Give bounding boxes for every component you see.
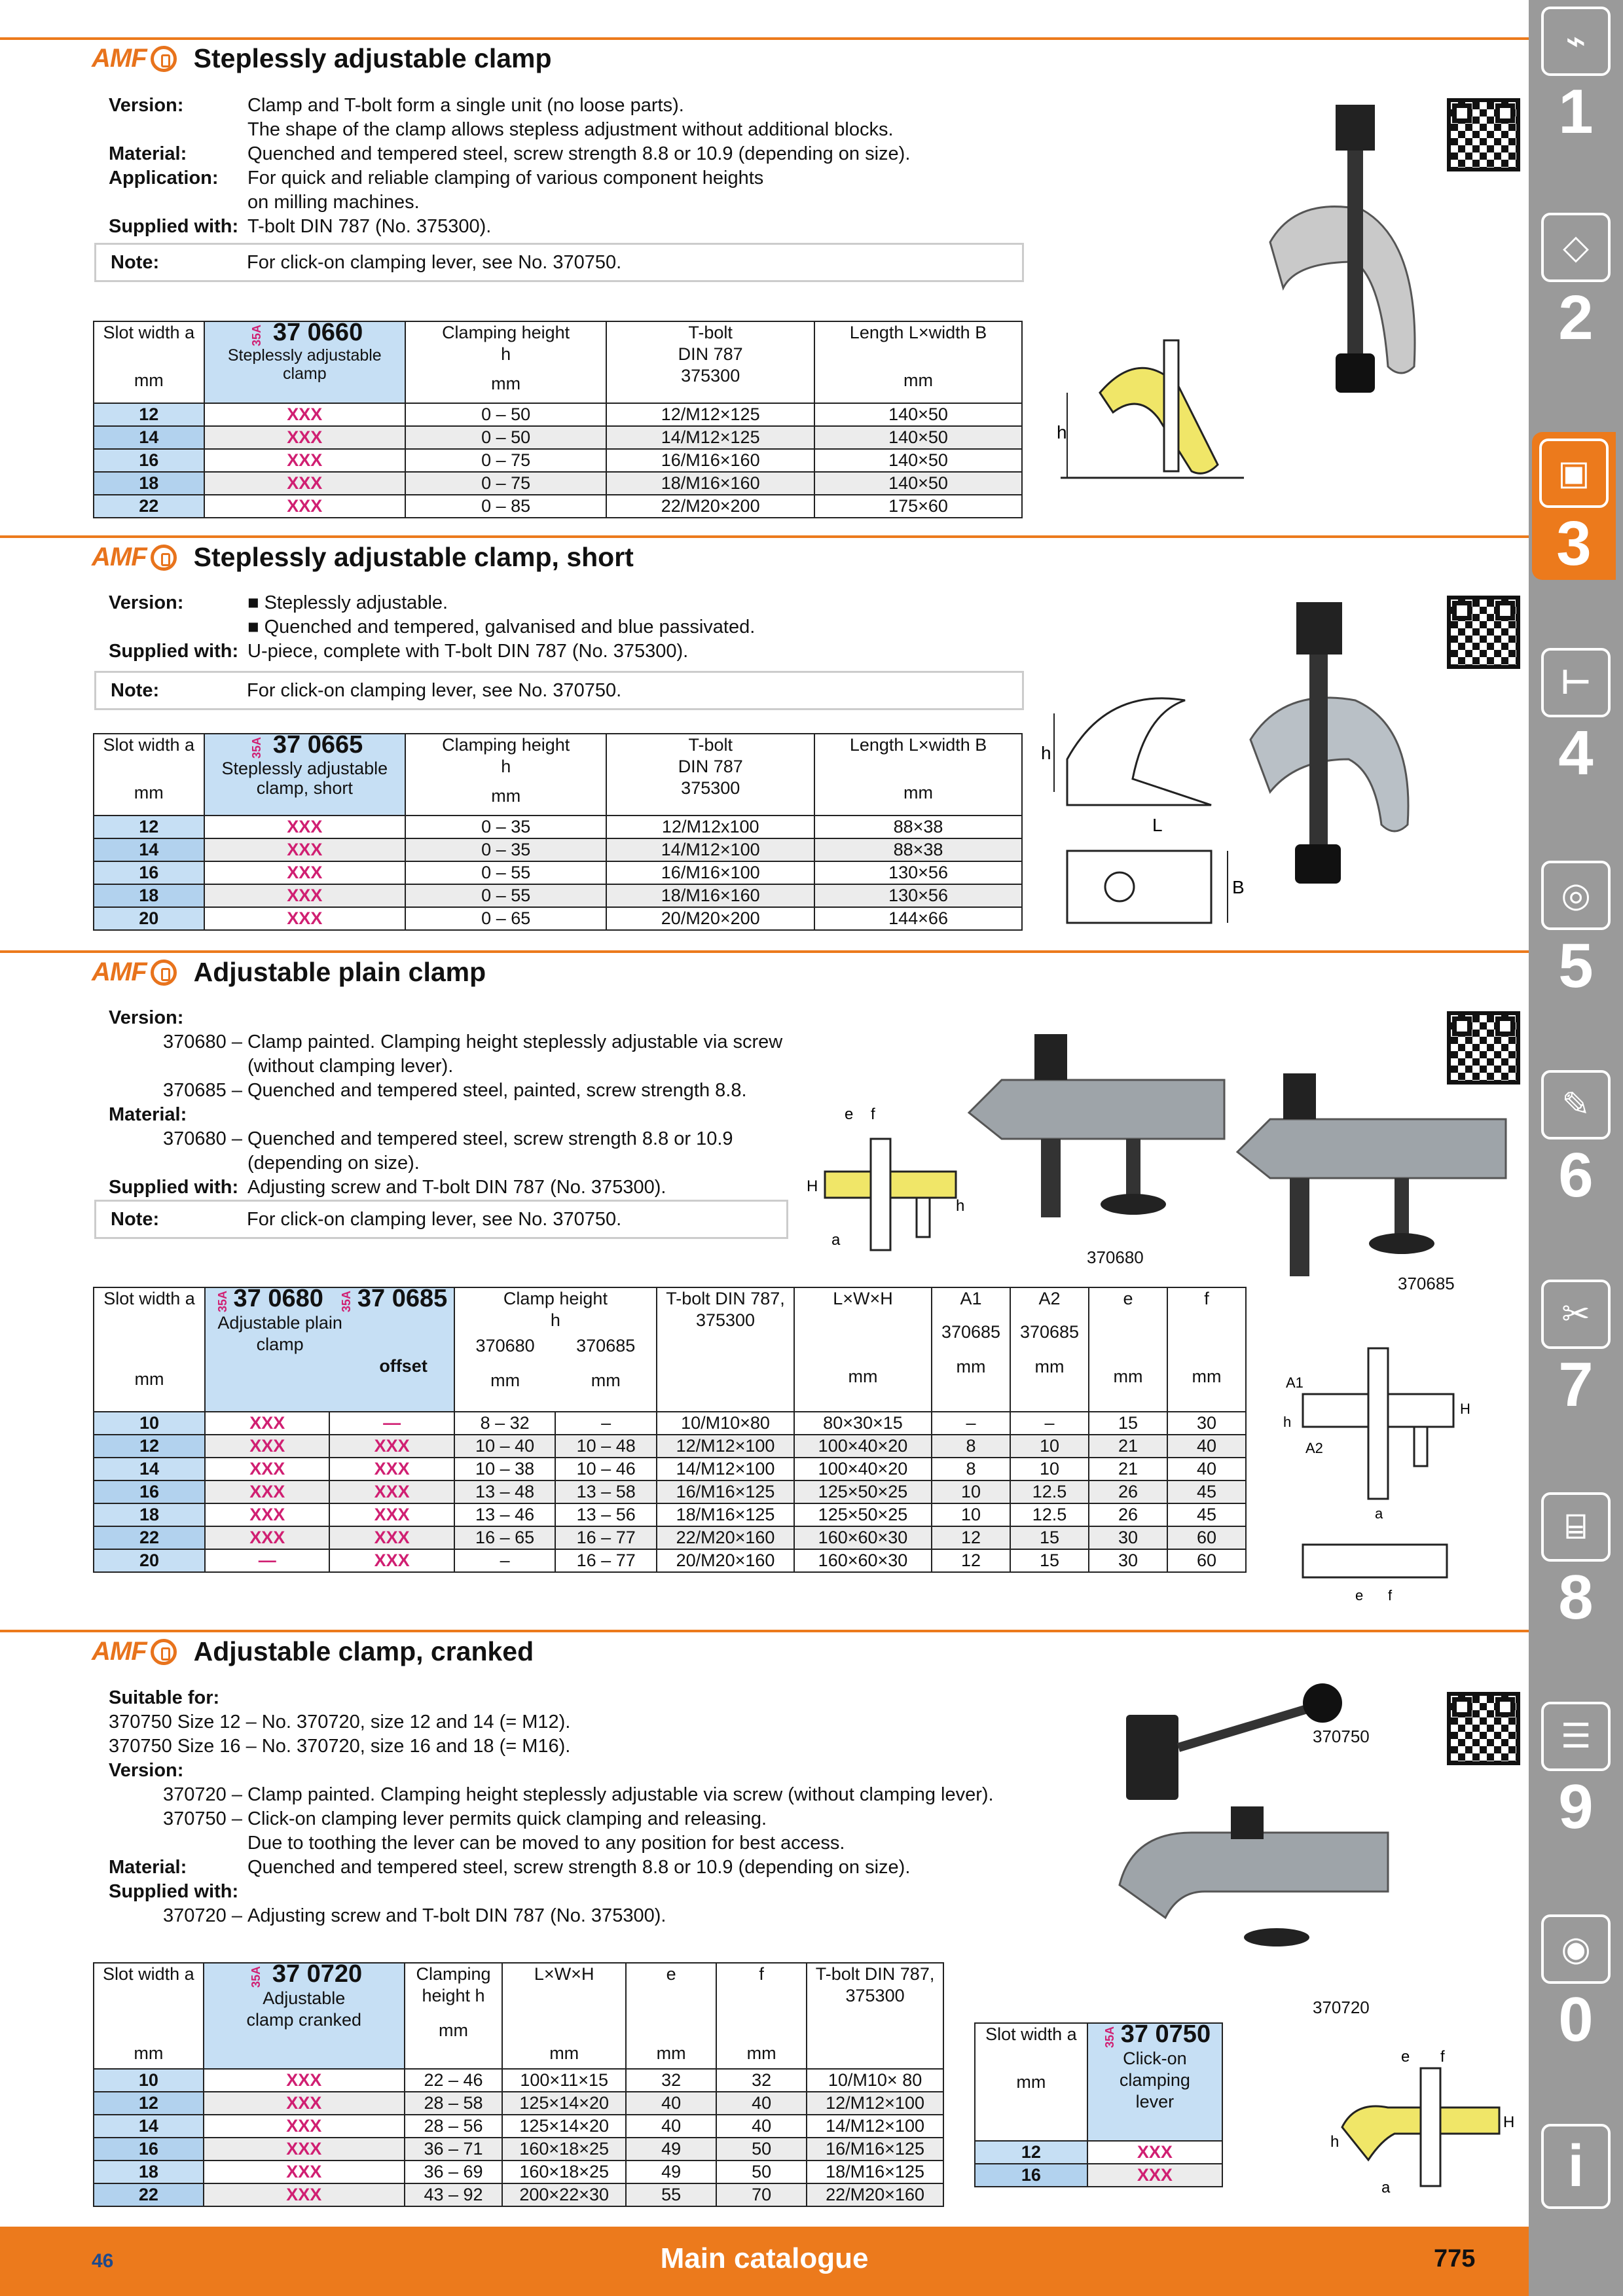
col-clamp-height: Clamp height h 370680 370685 mm mm — [454, 1287, 657, 1412]
caption: 370750 — [1313, 1727, 1370, 1746]
table-row: 18 XXX 0 – 75 18/M16×160 140×50 — [94, 472, 1022, 495]
svg-text:a: a — [1381, 2179, 1391, 2197]
table-row: 12 XXX 0 – 50 12/M12×125 140×50 — [94, 403, 1022, 426]
section-title: Steplessly adjustable clamp, short — [193, 542, 634, 572]
chapter-tab-1[interactable]: ⌁ 1 — [1537, 7, 1614, 148]
svg-text:a: a — [831, 1231, 841, 1249]
table-row: 14 XXX 28 – 56 125×14×20 40 40 14/M12×100 — [94, 2115, 943, 2138]
section-header — [92, 957, 486, 988]
chapter-tab-2[interactable]: ◇ 2 — [1537, 213, 1614, 354]
col-article: 35A 37 0750 Click-on clamping lever — [1087, 2023, 1222, 2141]
col-e: e mm — [1089, 1287, 1167, 1412]
saw-blade-icon: ◎ — [1541, 861, 1611, 930]
chapter-tab-6[interactable]: ✎ 6 — [1537, 1070, 1614, 1211]
col-f: f mm — [716, 1963, 807, 2069]
product-table — [93, 733, 1023, 931]
short-clamp-diagram — [1041, 674, 1250, 936]
col-articles: 35A 37 0680 35A 37 0685 Adjustable plain clamp offset — [205, 1287, 454, 1412]
table-row: 12 XXX — [975, 2141, 1222, 2164]
svg-text:H: H — [807, 1177, 818, 1195]
col-slot-width: Slot width a mm — [94, 1287, 205, 1412]
amf-logo: AMF — [92, 44, 177, 73]
section-header — [92, 542, 634, 573]
col-length-width: Length L×width B mm — [814, 734, 1022, 816]
chapter-tab-0[interactable]: ◉ 0 — [1537, 1914, 1614, 2056]
table-row: 16 XXX — [975, 2164, 1222, 2187]
table-row: 10 XXX 22 – 46 100×11×15 32 32 10/M10× 80 — [94, 2069, 943, 2092]
col-clamping-height: Clamping height h mm — [405, 734, 606, 816]
col-lwh: L×W×H mm — [794, 1287, 932, 1412]
svg-text:h: h — [1057, 422, 1067, 442]
safety-icon: ◉ — [1541, 1914, 1611, 1984]
table-row: 12 XXX 28 – 58 125×14×20 40 40 12/M12×100 — [94, 2092, 943, 2115]
workbench-icon: ⌸ — [1541, 1492, 1611, 1562]
cabinet-icon: ☰ — [1541, 1702, 1611, 1771]
svg-text:H: H — [1460, 1401, 1470, 1417]
col-clamping-height: Clamping height h mm — [405, 1963, 502, 2069]
col-article: 35A 37 0720 Adjustable clamp cranked — [204, 1963, 405, 2069]
short-clamp-photo — [1244, 596, 1440, 923]
amf-logo: AMF — [92, 543, 177, 572]
col-e: e mm — [626, 1963, 716, 2069]
svg-text:a: a — [1375, 1505, 1383, 1522]
col-length-width: Length L×width B mm — [814, 321, 1022, 403]
caliper-icon: ⊢ — [1541, 648, 1611, 717]
chapter-tab-5[interactable]: ◎ 5 — [1537, 861, 1614, 1002]
caption: 370720 — [1313, 1998, 1370, 2017]
spec-list: Version: 370680 – Clamp painted. Clamping height steplessly adjustable via screw (without clamping lever). 370685 – Quenched and tempered steel, painted, screw strength 8.8. Material: 370680 – Quenched and tempered steel, screw strength 8.8 or 10.9 (depending on size). Supplied with: Adjusting screw and T-bolt DIN 787 (No. 375300). — [109, 1007, 783, 1198]
svg-text:H: H — [1503, 2113, 1515, 2131]
chapter-tab-9[interactable]: ☰ 9 — [1537, 1702, 1614, 1843]
svg-text:e: e — [845, 1105, 854, 1123]
col-clamping-height: Clamping height h mm — [405, 321, 606, 403]
chapter-tab-8[interactable]: ⌸ 8 — [1537, 1492, 1614, 1634]
col-slot-width: Slot width a mm — [975, 2023, 1087, 2141]
svg-text:f: f — [1440, 2048, 1445, 2066]
svg-text:A1: A1 — [1286, 1374, 1304, 1391]
product-table — [93, 321, 1023, 518]
chapter-tab-3[interactable]: ▣ 3 — [1532, 432, 1616, 580]
table-row: 12 XXX XXX 10 – 40 10 – 48 12/M12×100 100×40×20 8 10 21 40 — [94, 1435, 1246, 1458]
spec-list: Version: Clamp and T-bolt form a single unit (no loose parts). The shape of the clamp allows stepless adjustment without additional blocks. Material: Quenched and tempered steel, screw strength 8.8 or 10.9 (depending on size). Application: For quick and reliable clamping of various component heights on milling machines. Supplied with: T-bolt DIN 787 (No. 375300). — [109, 95, 911, 237]
table-row: 16 XXX XXX 13 – 48 13 – 58 16/M16×125 125×50×25 10 12.5 26 45 — [94, 1480, 1246, 1503]
section-title: Adjustable clamp, cranked — [193, 1636, 534, 1666]
col-article: 35A 37 0665 Steplessly adjustable clamp, short — [204, 734, 405, 816]
plain-clamp-diagram — [805, 1100, 976, 1257]
info-icon: i — [1541, 2124, 1611, 2209]
cranked-clamp-diagram — [1329, 2042, 1519, 2199]
chapter-tab-4[interactable]: ⊢ 4 — [1537, 648, 1614, 789]
table-row: 14 XXX XXX 10 – 38 10 – 46 14/M12×100 100×40×20 8 10 21 40 — [94, 1458, 1246, 1480]
page-number-left: 46 — [92, 2250, 114, 2272]
col-slot-width: Slot width a mm — [94, 734, 204, 816]
svg-text:h: h — [956, 1197, 965, 1215]
qr-code[interactable] — [1447, 596, 1520, 669]
insert-icon: ◇ — [1541, 213, 1611, 282]
table-row: 12 XXX 0 – 35 12/M12x100 88×38 — [94, 816, 1022, 838]
section-divider — [0, 37, 1529, 40]
wrench-icon: ✎ — [1541, 1070, 1611, 1139]
col-tbolt: T-bolt DIN 787, 375300 — [807, 1963, 943, 2069]
amf-logo: AMF — [92, 958, 177, 987]
col-f: f mm — [1167, 1287, 1246, 1412]
table-row: 10 XXX — 8 – 32 – 10/M10×80 80×30×15 – – 15 30 — [94, 1412, 1246, 1435]
svg-text:f: f — [871, 1105, 875, 1123]
svg-text:h: h — [1330, 2133, 1340, 2151]
svg-text:A2: A2 — [1305, 1440, 1323, 1456]
lever-table — [974, 2022, 1223, 2187]
amf-logo: AMF — [92, 1637, 177, 1666]
section-title: Steplessly adjustable clamp — [193, 43, 552, 73]
section-divider — [0, 950, 1529, 953]
clamp-section-diagram — [1048, 321, 1257, 517]
col-article: 35A 37 0660 Steplessly adjustable clamp — [204, 321, 405, 403]
table-row: 14 XXX 0 – 50 14/M12×125 140×50 — [94, 426, 1022, 449]
table-row: 16 XXX 36 – 71 160×18×25 49 50 16/M16×125 — [94, 2138, 943, 2161]
qr-code[interactable] — [1447, 1692, 1520, 1765]
section-header — [92, 43, 552, 74]
page-number-right: 775 — [1434, 2245, 1476, 2272]
drill-icon: ⌁ — [1541, 7, 1611, 76]
svg-text:f: f — [1388, 1587, 1393, 1604]
svg-text:L: L — [1152, 815, 1163, 835]
svg-text:B: B — [1232, 877, 1245, 897]
note-box: Note: For click-on clamping lever, see No. 370750. — [94, 1200, 788, 1239]
product-table — [93, 1962, 944, 2207]
footer-title: Main catalogue — [660, 2242, 869, 2274]
table-row: 14 XXX 0 – 35 14/M12×100 88×38 — [94, 838, 1022, 861]
product-table — [93, 1287, 1247, 1573]
table-row: 16 XXX 0 – 75 16/M16×160 140×50 — [94, 449, 1022, 472]
table-row: 22 XXX 0 – 85 22/M20×200 175×60 — [94, 495, 1022, 518]
col-tbolt: T-bolt DIN 787 375300 — [606, 734, 814, 816]
svg-text:e: e — [1401, 2048, 1410, 2066]
caption: 370685 — [1398, 1274, 1455, 1293]
note-box: Note: For click-on clamping lever, see No. 370750. — [94, 671, 1024, 710]
spec-list: Version: ■ Steplessly adjustable. ■ Quenched and tempered, galvanised and blue passivated. Supplied with: U-piece, complete with T-bolt DIN 787 (No. 375300). — [109, 592, 756, 662]
pliers-icon: ✂ — [1541, 1280, 1611, 1349]
caption: 370680 — [1087, 1247, 1144, 1267]
clamp-icon: ▣ — [1539, 439, 1609, 508]
chapter-tab-7[interactable]: ✂ 7 — [1537, 1280, 1614, 1421]
col-tbolt: T-bolt DIN 787 375300 — [606, 321, 814, 403]
col-a2: A2 370685 mm — [1010, 1287, 1089, 1412]
section-title: Adjustable plain clamp — [193, 957, 486, 987]
chapter-tab-info[interactable] — [1537, 2124, 1614, 2209]
table-row: 22 XXX 43 – 92 200×22×30 55 70 22/M20×160 — [94, 2183, 943, 2206]
table-row: 18 XXX 36 – 69 160×18×25 49 50 18/M16×125 — [94, 2161, 943, 2183]
col-slot-width: Slot width a mm — [94, 1963, 204, 2069]
cranked-clamp-photos — [1113, 1676, 1401, 1950]
col-tbolt: T-bolt DIN 787, 375300 — [657, 1287, 794, 1412]
spec-list: Suitable for: 370750 Size 12 – No. 370720, size 12 and 14 (= M12). 370750 Size 16 – No. 370720, size 16 and 18 (= M16). Version: 370720 – Clamp painted. Clamping height steplessly adjustable via screw (without clamping lever). 370750 – Click-on clamping lever permits quick clamping and releasing. Due to toothing the lever can be moved to any position for best access. Material: Quenched and tempered steel, screw strength 8.8 or 10.9 (depending on size). Supplied with: 370720 – Adjusting screw and T-bolt DIN 787 (No. 375300). — [109, 1687, 994, 1926]
svg-text:h: h — [1283, 1414, 1292, 1430]
table-row: 20 — XXX – 16 – 77 20/M20×160 160×60×30 12 15 30 60 — [94, 1549, 1246, 1572]
footer-bar — [0, 2227, 1529, 2296]
svg-text:h: h — [1041, 743, 1051, 763]
svg-text:e: e — [1355, 1587, 1364, 1604]
note-box: Note: For click-on clamping lever, see No. 370750. — [94, 243, 1024, 282]
table-row: 18 XXX 0 – 55 18/M16×160 130×56 — [94, 884, 1022, 907]
table-row: 20 XXX 0 – 65 20/M20×200 144×66 — [94, 907, 1022, 930]
qr-code[interactable] — [1447, 1011, 1520, 1085]
col-slot-width: Slot width a mm — [94, 321, 204, 403]
table-row: 18 XXX XXX 13 – 46 13 – 56 18/M16×125 125×50×25 10 12.5 26 45 — [94, 1503, 1246, 1526]
col-a1: A1 370685 mm — [932, 1287, 1010, 1412]
clamp-photo — [1257, 92, 1440, 419]
plain-clamp-photo-370685 — [1231, 1067, 1519, 1289]
section-header — [92, 1636, 534, 1667]
col-lwh: L×W×H mm — [502, 1963, 626, 2069]
plain-clamp-photo-370680 — [962, 1028, 1237, 1244]
qr-code[interactable] — [1447, 98, 1520, 171]
table-row: 22 XXX XXX 16 – 65 16 – 77 22/M20×160 160×60×30 12 15 30 60 — [94, 1526, 1246, 1549]
section-divider — [0, 1630, 1529, 1632]
table-row: 16 XXX 0 – 55 16/M16×100 130×56 — [94, 861, 1022, 884]
plain-clamp-dimension-diagram — [1277, 1335, 1473, 1610]
section-divider — [0, 535, 1529, 538]
